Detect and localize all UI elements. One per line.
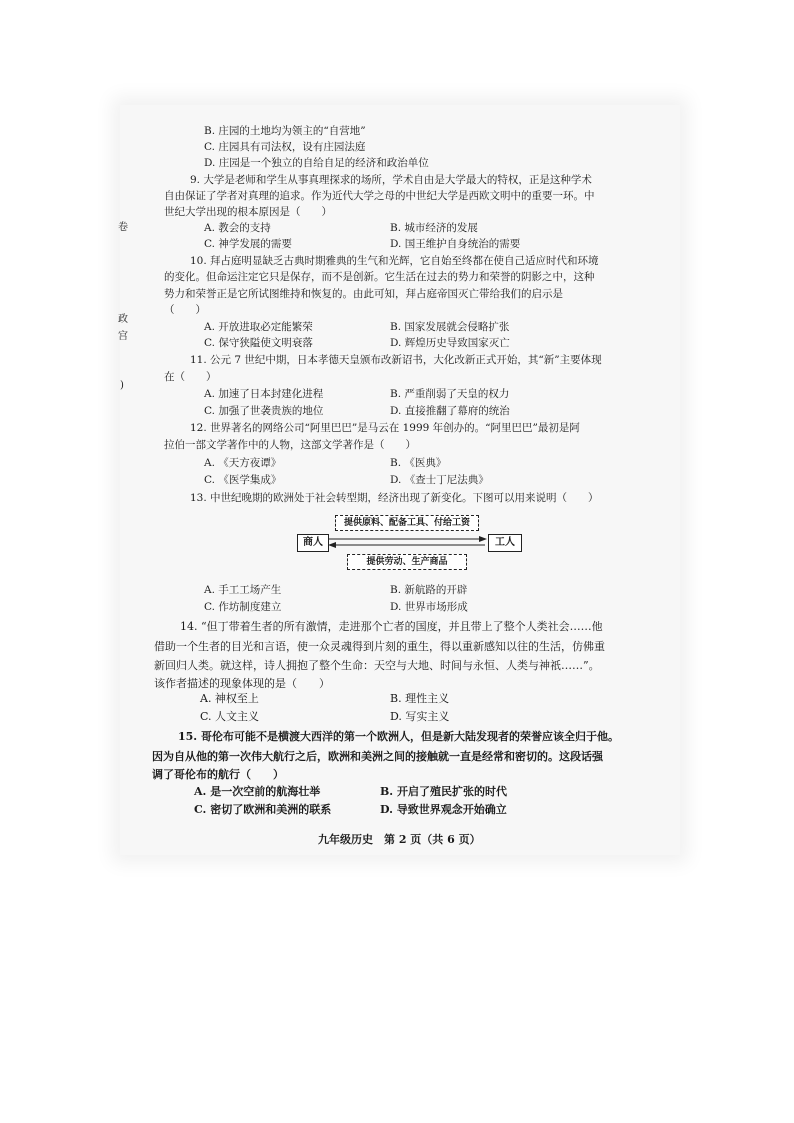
q14-option-d: D. 写实主义	[390, 710, 450, 723]
q10-stem-line1: 10. 拜占庭明显缺乏古典时期雅典的生气和光辉，它自始至终都在使自己适应时代和环境	[190, 255, 599, 267]
q8-option-d: D. 庄园是一个独立的自给自足的经济和政治单位	[204, 157, 429, 169]
diagram-bottom-box: 提供劳动、生产商品	[347, 554, 467, 570]
q15-option-d: D. 导致世界观念开始确立	[380, 803, 507, 816]
q13-option-a: A. 手工工场产生	[204, 584, 282, 596]
q9-option-c: C. 神学发展的需要	[204, 238, 292, 250]
q12-option-d: D. 《查士丁尼法典》	[390, 474, 489, 486]
q11-stem-line1: 11. 公元 7 世纪中期，日本孝德天皇颁布改新诏书，大化改新正式开始，其“新”主要体现	[190, 354, 602, 366]
margin-mark: 政	[118, 314, 128, 325]
q15-stem-line2: 因为自从他的第一次伟大航行之后，欧洲和美洲之间的接触就一直是经常和密切的。这段话强	[152, 750, 603, 763]
q10-stem-line4: （ ）	[164, 304, 206, 316]
q14-stem-line1: 14. “但丁带着生者的所有激情，走进那个亡者的国度，并且带上了整个人类社会……他	[180, 620, 603, 633]
q14-stem-line2: 借助一个生者的目光和言语，使一众灵魂得到片刻的重生，得以重新感知以往的生活，仿佛重	[154, 640, 605, 653]
q10-stem-line3: 势力和荣誉正是它所试图维持和恢复的。由此可知，拜占庭帝国灭亡带给我们的启示是	[164, 288, 563, 300]
q13-stem: 13. 中世纪晚期的欧洲处于社会转型期，经济出现了新变化。下图可以用来说明（ ）	[190, 492, 599, 504]
q9-option-b: B. 城市经济的发展	[390, 222, 478, 234]
q10-option-b: B. 国家发展就会侵略扩张	[390, 321, 510, 333]
q14-option-a: A. 神权至上	[200, 692, 259, 705]
diagram-merchant-box: 商人	[297, 534, 329, 552]
q9-option-a: A. 教会的支持	[204, 222, 271, 234]
q11-option-d: D. 直接推翻了幕府的统治	[390, 405, 510, 417]
diagram-worker-box: 工人	[488, 534, 522, 552]
q11-stem-line2: 在（ ）	[164, 371, 217, 383]
q11-option-c: C. 加强了世袭贵族的地位	[204, 405, 324, 417]
q8-option-b: B. 庄园的土地均为领主的“自营地”	[204, 125, 366, 137]
q15-option-c: C. 密切了欧洲和美洲的联系	[194, 803, 332, 816]
q12-stem-line1: 12. 世界著名的网络公司“阿里巴巴”是马云在 1999 年创办的。“阿里巴巴”最初是阿	[190, 422, 580, 434]
q10-option-a: A. 开放进取必定能繁荣	[204, 321, 313, 333]
page-footer: 九年级历史 第 2 页（共 6 页）	[318, 833, 481, 846]
q14-option-b: B. 理性主义	[390, 692, 450, 705]
q12-option-c: C. 《医学集成》	[204, 474, 282, 486]
q10-option-d: D. 辉煌历史导致国家灭亡	[390, 337, 510, 349]
q10-stem-line2: 的变化。但命运注定它只是保存，而不是创新。它生活在过去的势力和荣誉的阴影之中，这种	[164, 271, 595, 283]
q12-option-b: B. 《医典》	[390, 457, 447, 469]
q14-option-c: C. 人文主义	[200, 710, 260, 723]
q12-stem-line2: 拉伯一部文学著作中的人物，这部文学著作是（ ）	[164, 439, 416, 451]
q15-stem-line3: 调了哥伦布的航行（ ）	[152, 768, 284, 781]
q9-stem-line3: 世纪大学出现的根本原因是（ ）	[164, 206, 332, 218]
diagram-top-box: 提供原料、配备工具、付给工资	[335, 515, 479, 531]
q13-option-d: D. 世界市场形成	[390, 601, 468, 613]
q9-stem-line2: 自由保证了学者对真理的追求。作为近代大学之母的中世纪大学是西欧文明中的重要一环。中	[164, 190, 595, 202]
margin-mark: 卷	[118, 222, 128, 233]
q15-option-b: B. 开启了殖民扩张的时代	[380, 785, 507, 798]
q9-stem-line1: 9. 大学是老师和学生从事真理探求的场所，学术自由是大学最大的特权，正是这种学术	[190, 174, 592, 186]
q13-option-c: C. 作坊制度建立	[204, 601, 282, 613]
q15-option-a: A. 是一次空前的航海壮举	[194, 785, 321, 798]
q11-option-a: A. 加速了日本封建化进程	[204, 388, 324, 400]
q14-stem-line4: 该作者描述的现象体现的是（ ）	[154, 677, 330, 690]
q14-stem-line3: 新回归人类。就这样，诗人拥抱了整个生命：天空与大地、时间与永恒、人类与神祇……”。	[154, 659, 600, 672]
q13-option-b: B. 新航路的开辟	[390, 584, 468, 596]
q15-stem-line1: 15. 哥伦布可能不是横渡大西洋的第一个欧洲人，但是新大陆发现者的荣誉应该全归于他。	[178, 730, 619, 743]
q9-option-d: D. 国王维护自身统治的需要	[390, 238, 521, 250]
diagram-arrows	[327, 536, 488, 548]
q12-option-a: A. 《天方夜谭》	[204, 457, 282, 469]
q10-option-c: C. 保守狭隘使文明衰落	[204, 337, 313, 349]
margin-mark: 宫	[118, 331, 128, 342]
q8-option-c: C. 庄园具有司法权，设有庄园法庭	[204, 141, 366, 153]
margin-mark: )	[120, 380, 124, 391]
q11-option-b: B. 严重削弱了天皇的权力	[390, 388, 510, 400]
